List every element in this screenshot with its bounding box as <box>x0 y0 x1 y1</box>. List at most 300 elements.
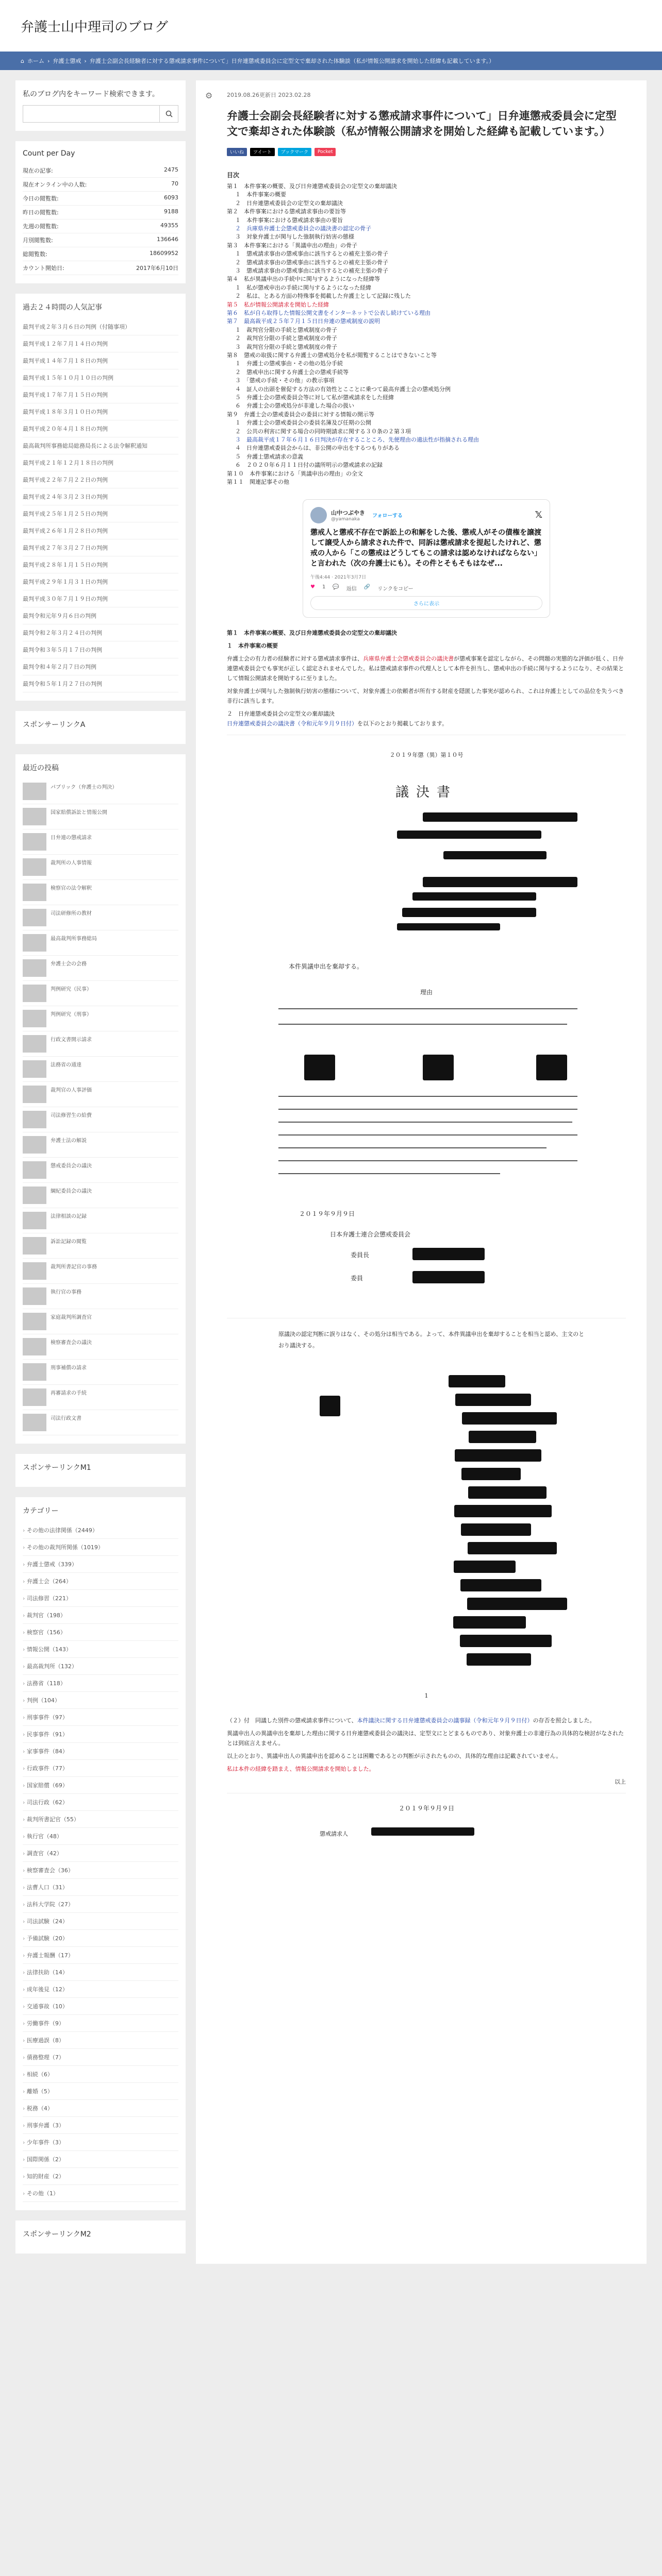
redaction-block <box>320 1396 340 1416</box>
category-item[interactable]: › 調査官（42） <box>23 1845 178 1862</box>
toc-item[interactable]: １ 懲戒請求事由の懲戒事由に該当するとの補充主張の骨子 <box>235 250 388 258</box>
document-date: ２０１９年９月９日 <box>299 1210 355 1217</box>
recent-post[interactable] <box>23 1259 178 1284</box>
site-title[interactable]: 弁護士山中理司のブログ <box>21 19 169 35</box>
toc-title: 目次 <box>227 171 240 179</box>
toc-item[interactable]: ４ 日弁連懲戒委員会からは、非公開の申出をするつもりがある <box>235 445 400 452</box>
ranking-item[interactable] <box>23 556 178 573</box>
post-thumbnail[interactable] <box>23 1187 46 1204</box>
text-line <box>278 1109 577 1110</box>
recent-post[interactable] <box>23 1031 178 1057</box>
post-thumbnail[interactable] <box>23 985 46 1002</box>
bookmark-button[interactable]: ブックマーク <box>278 148 311 156</box>
recent-post-title[interactable]: パブリック（弁護士の判決） <box>51 785 118 790</box>
toc-item[interactable]: ６ ２０２０年６月１１日付の議所明示の懲戒請求の記録 <box>235 462 383 469</box>
ranking-item[interactable] <box>23 335 178 352</box>
category-title: カテゴリー <box>23 1507 59 1515</box>
document-footer-label: 懲戒請求人 <box>320 1830 348 1837</box>
redaction-block <box>455 1449 541 1462</box>
post-thumbnail[interactable] <box>23 1212 46 1229</box>
tweet-text: 懲戒人と懲戒不存在で訴訟上の和解をした後、懲戒人がその債権を譲渡して譲受人から請求された件で、同訴は懲戒請求を提起したけれど、懲戒の人から「この懲戒はどうしてもこの請求は認めなければならない」と言われた（次の弁護士にも）。その件とそもそもはなぜ... <box>310 528 541 568</box>
recent-post[interactable] <box>23 956 178 981</box>
redaction-block <box>461 1523 531 1536</box>
toc-item[interactable]: 第２ 本件事案における懲戒請求事由の要旨等 <box>227 208 346 215</box>
recent-post-title[interactable]: 弁護士会の会務 <box>51 961 87 967</box>
main-content <box>196 80 647 2264</box>
toc-item[interactable]: 第５ 私が情報公開請求を開始した経緯 <box>227 301 329 308</box>
search-button[interactable] <box>159 106 178 122</box>
post-thumbnail[interactable] <box>23 858 46 876</box>
recent-post-title[interactable]: 裁判所書記官の事務 <box>51 1264 97 1270</box>
post-thumbnail[interactable] <box>23 783 46 800</box>
like-button[interactable]: いいね <box>227 148 247 156</box>
ranking-item[interactable] <box>23 607 178 624</box>
redaction-block <box>467 1653 531 1666</box>
paragraph: 以上 <box>615 1778 626 1785</box>
post-thumbnail[interactable] <box>23 959 46 977</box>
ranking-item-title[interactable]: 最判平成１２年７月１４日の判例 <box>23 341 108 347</box>
document-footer-date: ２０１９年９月９日 <box>398 1804 454 1812</box>
recent-post[interactable] <box>23 1158 178 1183</box>
category-item[interactable]: › その他の裁判所関係（1019） <box>23 1539 178 1556</box>
ranking-item-title[interactable]: 最判令和３年５月１７日の判例 <box>23 647 102 653</box>
ranking-item-title[interactable]: 最判令和２年３月２４日の判例 <box>23 630 102 636</box>
page-number: 1 <box>424 1692 428 1699</box>
ranking-item[interactable] <box>23 539 178 556</box>
recent-post[interactable] <box>23 855 178 880</box>
article-dates: 2019.08.26更新日 2023.02.28 <box>227 92 311 98</box>
counter-value: 6093 <box>164 194 178 201</box>
category-item[interactable]: › 情報公開（143） <box>23 1641 178 1658</box>
redaction-block <box>460 1635 552 1647</box>
category-item[interactable]: › 交通事故（10） <box>23 1998 178 2015</box>
category-item[interactable]: › 行政事件（77） <box>23 1760 178 1777</box>
reply-button[interactable]: 返信 <box>346 586 357 592</box>
toc-item[interactable]: ６ 弁護士会の懲戒処分が非違した場合の扱い <box>235 402 354 410</box>
recent-post-title[interactable]: 裁判官の人事評価 <box>51 1088 92 1093</box>
recent-post-title[interactable]: 執行官の事務 <box>51 1290 81 1295</box>
category-item[interactable]: › 税務（4） <box>23 2100 178 2117</box>
redaction-block <box>412 1271 485 1283</box>
category-item[interactable]: › 刑事弁護（3） <box>23 2117 178 2134</box>
category-item[interactable]: › 弁護士懲戒（339） <box>23 1556 178 1573</box>
post-thumbnail[interactable] <box>23 1035 46 1053</box>
ranking-item-title[interactable]: 最判平成２０年４月１８日の判例 <box>23 426 108 432</box>
recent-post-title[interactable]: 司法修習生の給費 <box>51 1113 92 1118</box>
recent-post-title[interactable]: 弁護士法の解説 <box>51 1138 87 1144</box>
toc-item[interactable]: ３ 裁判官分限の手続と懲戒制度の骨子 <box>235 343 337 350</box>
toc-item[interactable]: ３ 最高裁平成１７年６月１６日判決が存在することころ、先便理由の適法性が指摘される理由 <box>235 436 479 444</box>
share-icon[interactable]: ⚙ <box>205 91 213 100</box>
category-item[interactable]: › 債務整理（7） <box>23 2049 178 2066</box>
toc-item[interactable]: １ 裁判官分限の手続と懲戒制度の骨子 <box>235 326 337 333</box>
category-item[interactable]: › 予備試験（20） <box>23 1930 178 1947</box>
category-item[interactable]: › 医療過誤（8） <box>23 2032 178 2049</box>
recent-post-title[interactable]: 裁判所の人事情報 <box>51 860 92 866</box>
pocket-button[interactable]: Pocket <box>315 148 336 156</box>
heart-icon[interactable]: ♥ <box>310 584 315 590</box>
category-item[interactable]: › 検察官（156） <box>23 1624 178 1641</box>
recent-post[interactable] <box>23 981 178 1006</box>
recent-post-title[interactable]: 刑事補償の請求 <box>51 1365 87 1371</box>
ranking-item[interactable] <box>23 505 178 522</box>
ranking-item[interactable] <box>23 573 178 590</box>
post-thumbnail[interactable] <box>23 1111 46 1128</box>
tweet-timestamp[interactable]: 午後4:44 · 2021年3月7日 <box>310 574 367 580</box>
paragraph: （２）付 同議した別件の懲戒請求事件について、本件議決に関する日弁連懲戒委員会の議事録（令和元年９月９日付）の存否を照会しました。 <box>227 1717 595 1724</box>
recent-post[interactable] <box>23 1208 178 1233</box>
redaction-block <box>402 908 536 917</box>
post-thumbnail[interactable] <box>23 1086 46 1103</box>
category-item[interactable]: › 家事事件（84） <box>23 1743 178 1760</box>
post-thumbnail[interactable] <box>23 1060 46 1078</box>
chevron-right-icon: › <box>47 57 50 64</box>
ranking-item-title[interactable]: 最判平成１７年７月１５日の判例 <box>23 392 108 398</box>
ranking-item-title[interactable]: 最判平成２１年１２月１８日の判例 <box>23 460 113 466</box>
category-item[interactable]: › 成年後見（12） <box>23 1981 178 1998</box>
recent-widget <box>15 754 186 1444</box>
redaction-block <box>423 1055 454 1080</box>
toc-item[interactable]: ３ 対象弁護士が関与した強制執行妨害の態様 <box>235 233 354 241</box>
toc-item[interactable]: １ 私が懲戒申出の手続に関与するようになった経緯 <box>235 284 371 291</box>
toc-item[interactable]: 第７ 最高裁平成２５年７月１５日日弁連の懲戒制度の説明 <box>227 318 380 325</box>
home-icon[interactable]: ⌂ <box>21 57 24 64</box>
recent-post[interactable] <box>23 1233 178 1259</box>
recent-post-title[interactable]: 日弁連の懲戒請求 <box>51 835 92 841</box>
category-item[interactable]: › その他の法律関係（2449） <box>23 1522 178 1539</box>
category-item[interactable]: › 司法行政（62） <box>23 1794 178 1811</box>
toc-item[interactable]: ５ 弁護士懲戒請求の意義 <box>235 453 303 460</box>
category-item[interactable]: › 刑事事件（97） <box>23 1709 178 1726</box>
counter-value: 49355 <box>160 222 178 229</box>
category-item[interactable]: › 弁護士報酬（17） <box>23 1947 178 1964</box>
toc-item[interactable]: ３ 「懲戒の手続・その他」の教示事項 <box>235 377 335 384</box>
post-thumbnail[interactable] <box>23 1313 46 1330</box>
ranking-item-title[interactable]: 最判平成１８年３月１０日の判例 <box>23 409 108 415</box>
category-item[interactable]: › 法曹人口（31） <box>23 1879 178 1896</box>
category-item[interactable]: › 法務省（118） <box>23 1675 178 1692</box>
recent-post[interactable] <box>23 1082 178 1107</box>
sponsor-widget-m1 <box>15 1454 186 1487</box>
ranking-item[interactable] <box>23 641 178 658</box>
post-thumbnail[interactable] <box>23 1010 46 1027</box>
toc-item[interactable]: １ 本件事案の概要 <box>235 191 286 198</box>
post-thumbnail[interactable] <box>23 934 46 952</box>
category-item[interactable]: › 検察審査会（36） <box>23 1862 178 1879</box>
ranking-item-title[interactable]: 最判令和４年２月７日の判例 <box>23 664 96 670</box>
table-of-contents <box>227 182 626 487</box>
search-widget-title: 私のブログ内をキーワード検索できます。 <box>23 90 159 98</box>
post-thumbnail[interactable] <box>23 833 46 851</box>
ranking-item[interactable] <box>23 590 178 607</box>
toc-item[interactable]: ４ 証人の出頭を催促する方法の有効性とこことに乗つて最高弁護士会の懲戒処分例 <box>235 385 451 393</box>
follow-button[interactable]: フォローする <box>372 513 403 519</box>
text-line <box>278 1147 547 1148</box>
post-thumbnail[interactable] <box>23 1136 46 1154</box>
category-item[interactable]: › 裁判官（198） <box>23 1607 178 1624</box>
ranking-item-title[interactable]: 最判平成２８年１月１５日の判例 <box>23 562 108 568</box>
toc-item[interactable]: １ 本件事案における懲戒請求事由の要旨 <box>235 216 343 224</box>
recent-post-title[interactable]: 訴訟記録の閲覧 <box>51 1239 87 1245</box>
ranking-item[interactable] <box>23 420 178 437</box>
search-input[interactable] <box>23 106 159 122</box>
recent-post[interactable] <box>23 905 178 930</box>
toc-item[interactable]: １ 弁護士会の懲戒委員会の委員名簿及び任期の公開 <box>235 419 371 427</box>
ranking-item-title[interactable]: 最高裁判所事務総局総務局長による法令解釈通知 <box>23 443 147 449</box>
counter-row <box>23 219 178 233</box>
toc-item[interactable]: ２ 兵庫県弁護士会懲戒委員会の議決書の認定の骨子 <box>235 225 371 232</box>
copy-link-button[interactable]: リンクをコピー <box>377 586 413 592</box>
post-thumbnail[interactable] <box>23 909 46 926</box>
category-item[interactable]: › 執行官（48） <box>23 1828 178 1845</box>
recent-post[interactable] <box>23 1183 178 1208</box>
recent-post-title[interactable]: 判例研究（刑事） <box>51 1012 92 1018</box>
toc-item[interactable]: ２ 裁判官分限の手続と懲戒制度の骨子 <box>235 335 337 342</box>
document-member-label: 委員 <box>351 1274 363 1282</box>
inline-link[interactable]: 日弁連懲戒委員会の議決書（令和元年９月９日付） <box>227 720 357 727</box>
category-item[interactable]: › 法科大学院（27） <box>23 1896 178 1913</box>
document-member-label: 委員長 <box>351 1251 370 1259</box>
category-item[interactable]: › 国家賠償（69） <box>23 1777 178 1794</box>
category-item[interactable]: › 弁護士会（264） <box>23 1573 178 1590</box>
recent-post-title[interactable]: 再審請求の手続 <box>51 1391 87 1396</box>
ranking-item-title[interactable]: 最判平成２７年３月２７日の判例 <box>23 545 108 551</box>
toc-item[interactable]: ２ 私は、とある方面の特殊事を掲載した弁護士として記録に残した <box>235 293 411 300</box>
recent-post[interactable] <box>23 1309 178 1334</box>
counter-value: 9188 <box>164 208 178 215</box>
redaction-block <box>423 812 577 822</box>
recent-post[interactable] <box>23 1057 178 1082</box>
recent-post[interactable] <box>23 1360 178 1385</box>
category-item[interactable]: › 法律扶助（14） <box>23 1964 178 1981</box>
category-item[interactable]: › 離婚（5） <box>23 2083 178 2100</box>
recent-post[interactable] <box>23 829 178 855</box>
ranking-item[interactable] <box>23 318 178 335</box>
recent-post[interactable] <box>23 1284 178 1309</box>
counter-value: 136646 <box>157 236 178 243</box>
ranking-item[interactable] <box>23 522 178 539</box>
toc-item[interactable]: ２ 日弁連懲戒委員会の定型文の棄却議決 <box>235 199 343 207</box>
recent-post-title[interactable]: 最高裁判所事務総局 <box>51 936 97 942</box>
section-heading: 第１ 本件事案の概要、及び日弁連懲戒委員会の定型文の棄却議決 <box>227 629 397 636</box>
ranking-item[interactable] <box>23 471 178 488</box>
redaction-block <box>454 1561 516 1573</box>
recent-post-title[interactable]: 家庭裁判所調査官 <box>51 1315 92 1320</box>
sponsor-widget-a <box>15 711 186 744</box>
recent-post[interactable] <box>23 1385 178 1410</box>
category-item[interactable]: › その他（1） <box>23 2185 178 2202</box>
inline-link[interactable]: 兵庫県弁護士会懲戒委員会の議決書 <box>363 655 454 662</box>
category-item[interactable]: › 司法試験（24） <box>23 1913 178 1930</box>
post-thumbnail[interactable] <box>23 1287 46 1305</box>
category-item[interactable]: › 判例（104） <box>23 1692 178 1709</box>
toc-item[interactable]: 第１ 本件事案の概要、及び日弁連懲戒委員会の定型文の棄却議決 <box>227 182 397 190</box>
post-thumbnail[interactable] <box>23 1262 46 1280</box>
ranking-title: 過去２４時間の人気記事 <box>23 303 102 312</box>
counter-label: 総閲覧数: <box>23 251 47 258</box>
recent-post[interactable] <box>23 1006 178 1031</box>
recent-post-title[interactable]: 綱紀委員会の議決 <box>51 1189 92 1194</box>
recent-post-title[interactable]: 司法行政文書 <box>51 1416 81 1421</box>
ranking-item-title[interactable]: 最判平成１４年７月１８日の判例 <box>23 358 108 364</box>
redaction-block <box>397 831 541 839</box>
toc-item[interactable]: 第８ 懲戒の取扱に関する弁護士の懲戒処分を私が閲覧することはできないこと等 <box>227 352 437 359</box>
recent-post[interactable] <box>23 1334 178 1360</box>
toc-item[interactable]: 第１１ 関連記事その他 <box>227 479 289 486</box>
toc-item[interactable]: 第６ 私が自ら取得した情報公開文書をインターネットで公表し続けている理由 <box>227 309 431 316</box>
document-case-number: ２０１９年懲（異）第１０号 <box>389 751 464 758</box>
text-line <box>278 1173 500 1174</box>
ranking-item-title[interactable]: 最判平成２２年７月２２日の判例 <box>23 477 108 483</box>
recent-post[interactable] <box>23 1107 178 1132</box>
recent-post-title[interactable]: 司法研修所の教材 <box>51 911 92 917</box>
ranking-item-title[interactable]: 最判平成２５年１月２５日の判例 <box>23 511 108 517</box>
counter-label: 現在の記事: <box>23 167 53 174</box>
document-reason-heading: 理由 <box>420 988 433 996</box>
paragraph-highlight: 私は本件の経緯を踏まえ、情報公開請求を開始しました。 <box>227 1765 375 1772</box>
ranking-item-title[interactable]: 最判令和５年１月２７日の判例 <box>23 681 102 687</box>
counter-row <box>23 192 178 206</box>
ranking-item-title[interactable]: 最判平成３０年７月１９日の判例 <box>23 596 108 602</box>
recent-post-title[interactable]: 懲戒委員会の議決 <box>51 1163 92 1169</box>
recent-post-title[interactable]: 行政文書開示請求 <box>51 1037 92 1043</box>
share-bar <box>227 148 626 156</box>
recent-post[interactable] <box>23 880 178 905</box>
ranking-item-title[interactable]: 最判平成２年３月６日の判例（付随事項） <box>23 324 130 330</box>
counter-label: 先週の閲覧数: <box>23 223 59 230</box>
counter-label: 現在オンライン中の人数: <box>23 181 87 188</box>
recent-title: 最近の投稿 <box>23 764 59 772</box>
search-icon <box>166 110 173 117</box>
post-thumbnail[interactable] <box>23 1388 46 1406</box>
recent-post-title[interactable]: 判例研究（民事） <box>51 987 92 992</box>
tweet-button[interactable]: ツイート <box>250 148 275 156</box>
recent-post[interactable] <box>23 1410 178 1435</box>
ranking-item-title[interactable]: 最判令和元年９月６日の判例 <box>23 613 96 619</box>
ranking-item[interactable] <box>23 369 178 386</box>
breadcrumb-home[interactable]: ホーム <box>27 58 44 64</box>
toc-item[interactable]: 第１０ 本件事案における「異議申出の理由」の全文 <box>227 470 363 477</box>
ranking-item[interactable] <box>23 488 178 505</box>
redaction-block <box>371 1827 474 1836</box>
section-subheading: １ 本件事案の概要 <box>227 642 278 649</box>
toc-item[interactable]: ２ 公共の利害に関する場合の同時期請求に関する３０条の２第３項 <box>235 428 411 435</box>
recent-post-title[interactable]: 検察官の法令解釈 <box>51 886 92 891</box>
ranking-item[interactable] <box>23 386 178 403</box>
toc-item[interactable]: 第３ 本件事案における「異議申出の理由」の骨子 <box>227 242 357 249</box>
ranking-item-title[interactable]: 最判平成１５年１０月１０日の判例 <box>23 375 113 381</box>
redaction-block <box>461 1468 521 1480</box>
category-item[interactable]: › 少年事件（3） <box>23 2134 178 2151</box>
toc-item[interactable]: ２ 懲戒請求事由の懲戒事由に該当するとの補充主張の骨子 <box>235 259 388 266</box>
sidebar <box>15 80 186 2264</box>
toc-item[interactable]: 第４ 私が異議申出の手続中に関与するようになった経緯等 <box>227 276 380 283</box>
x-logo-icon[interactable]: 𝕏 <box>535 510 542 520</box>
link-icon[interactable]: 🔗 <box>363 584 371 590</box>
read-more-button[interactable]: さらに表示 <box>310 596 542 610</box>
ranking-item[interactable] <box>23 352 178 369</box>
document-conclusion: 原議決の認定判断に誤りはなく、その処分は相当である。よって、本件異議申出を棄却することを相当と認め、主文のとおり議決する。 <box>278 1330 585 1349</box>
redaction-block <box>467 1598 567 1610</box>
scanned-document-page-2 <box>227 1318 626 1709</box>
avatar[interactable] <box>310 507 327 523</box>
toc-item[interactable]: ３ 懲戒請求事由の懲戒事由に該当するとの補充主張の骨子 <box>235 267 388 274</box>
paragraph: 以上のとおり、異議申出人の異議申出を認めることは困難であるとの判断が示されたものの、具体的な理由は記載されていません。 <box>227 1752 562 1759</box>
document-title: 議決書 <box>395 784 457 800</box>
counter-row <box>23 164 178 178</box>
category-item[interactable]: › 労働事件（9） <box>23 2015 178 2032</box>
recent-post-title[interactable]: 検察審査会の議決 <box>51 1340 92 1346</box>
redaction-block <box>453 1616 526 1629</box>
recent-post-title[interactable]: 国家賠償訴訟と情報公開 <box>51 810 107 816</box>
recent-post-title[interactable]: 法律相談の記録 <box>51 1214 87 1219</box>
category-item[interactable]: › 最高裁判所（132） <box>23 1658 178 1675</box>
article-title: 弁護士会副会長経験者に対する懲戒請求事件について」日弁連懲戒委員会に定型文で棄却された体験談（私が情報公開請求を開始した経緯も記載しています。） <box>227 110 617 138</box>
post-thumbnail[interactable] <box>23 1363 46 1381</box>
post-thumbnail[interactable] <box>23 1161 46 1179</box>
ranking-item-title[interactable]: 最判平成２６年１月２８日の判例 <box>23 528 108 534</box>
counter-row <box>23 206 178 219</box>
post-thumbnail[interactable] <box>23 1237 46 1255</box>
tweet-author-name[interactable]: 山中つぶやき <box>331 509 365 516</box>
redaction-block <box>412 1248 485 1260</box>
breadcrumb-category[interactable]: 弁護士懲戒 <box>53 58 81 64</box>
post-thumbnail[interactable] <box>23 1338 46 1355</box>
counter-row <box>23 233 178 247</box>
recent-post[interactable] <box>23 1132 178 1158</box>
counter-label: 昨日の閲覧数: <box>23 209 59 216</box>
counter-widget <box>15 141 186 283</box>
ranking-item[interactable] <box>23 454 178 471</box>
tweet-header <box>310 507 542 523</box>
category-item[interactable]: › 相続（6） <box>23 2066 178 2083</box>
ranking-item[interactable] <box>23 403 178 420</box>
recent-post[interactable] <box>23 930 178 956</box>
redaction-block <box>449 1375 505 1387</box>
ranking-item-title[interactable]: 最判平成２９年１月３１日の判例 <box>23 579 108 585</box>
ranking-item-title[interactable]: 最判平成２４年３月２３日の判例 <box>23 494 108 500</box>
post-thumbnail[interactable] <box>23 1414 46 1431</box>
post-thumbnail[interactable] <box>23 808 46 825</box>
sponsor-widget-m2 <box>15 2221 186 2253</box>
ranking-item[interactable] <box>23 624 178 641</box>
ranking-item[interactable] <box>23 675 178 692</box>
category-item[interactable]: › 司法修習（221） <box>23 1590 178 1607</box>
post-thumbnail[interactable] <box>23 884 46 901</box>
category-item[interactable]: › 国際関係（2） <box>23 2151 178 2168</box>
redaction-block <box>460 1579 541 1591</box>
recent-post[interactable] <box>23 804 178 829</box>
inline-link[interactable]: 本件議決に関する日弁連懲戒委員会の議事録（令和元年９月９日付） <box>357 1717 533 1724</box>
category-item[interactable]: › 民事事件（91） <box>23 1726 178 1743</box>
ranking-item[interactable] <box>23 437 178 454</box>
recent-post-title[interactable]: 法務省の通達 <box>51 1062 81 1068</box>
reply-icon[interactable]: 💬 <box>333 584 339 590</box>
counter-row <box>23 178 178 192</box>
counter-value: 2017年6月10日 <box>136 265 178 272</box>
ranking-item[interactable] <box>23 658 178 675</box>
toc-item[interactable]: １ 弁護士の懲戒事由・その他の処分手続 <box>235 360 343 367</box>
text-line <box>278 1024 567 1025</box>
recent-post[interactable] <box>23 779 178 804</box>
toc-item[interactable]: ２ 懲戒申出に関する弁護士会の懲戒手続等 <box>235 368 349 376</box>
toc-item[interactable]: 第９ 弁護士会の懲戒委員会の委員に対する情報の開示等 <box>227 411 374 418</box>
counter-label: カウント開始日: <box>23 265 64 272</box>
sponsor-title: スポンサーリンクM2 <box>23 2230 91 2239</box>
category-item[interactable]: › 知的財産（2） <box>23 2168 178 2185</box>
category-item[interactable]: › 裁判所書記官（55） <box>23 1811 178 1828</box>
toc-item[interactable]: ５ 弁護士会の懲戒委員会等に対して私が懲戒請求をした経緯 <box>235 394 394 401</box>
